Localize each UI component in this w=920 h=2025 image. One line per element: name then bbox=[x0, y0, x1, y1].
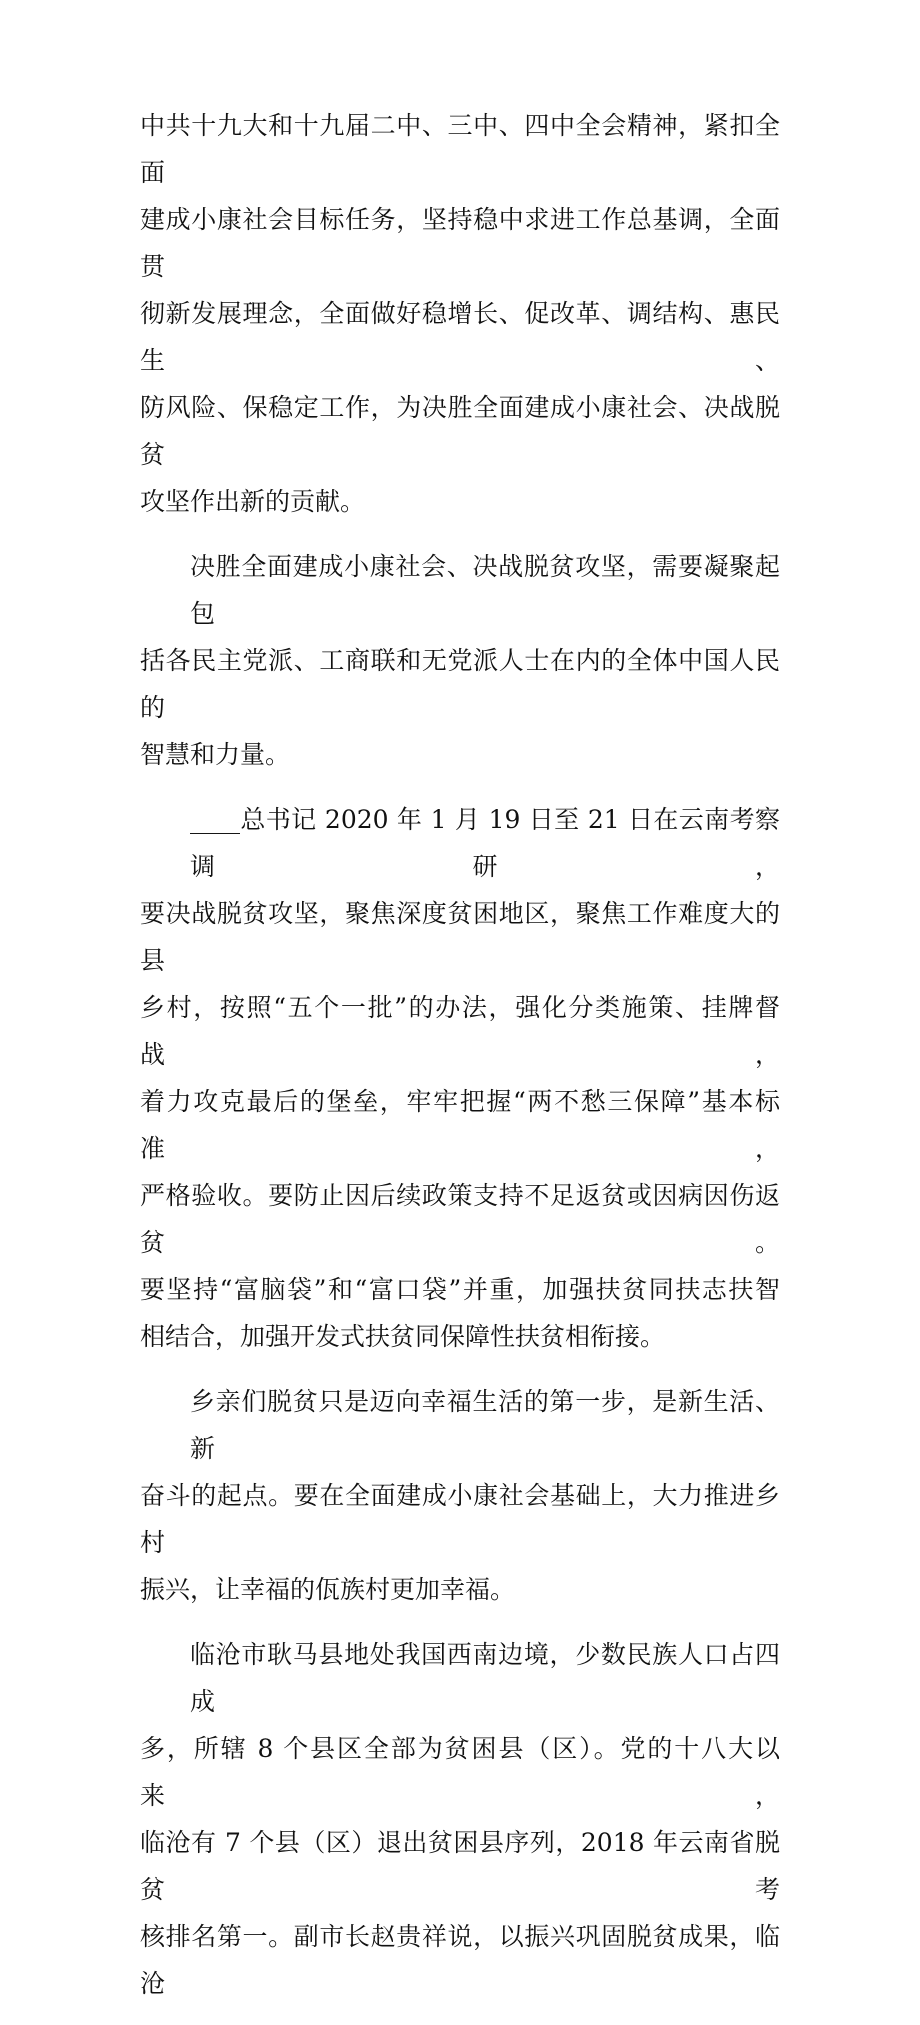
text-line: 严格验收。要防止因后续政策支持不足返贫或因病因伤返贫。 bbox=[140, 1181, 780, 1257]
text-line: 乡村，按照“五个一批”的办法，强化分类施策、挂牌督战， bbox=[140, 993, 780, 1069]
text-line: 建成小康社会目标任务，坚持稳中求进工作总基调，全面贯 bbox=[140, 205, 780, 281]
paragraph-2 bbox=[140, 543, 780, 778]
text-line: 要决战脱贫攻坚，聚焦深度贫困地区，聚焦工作难度大的县 bbox=[140, 899, 780, 975]
text-line: 智慧和力量。 bbox=[140, 740, 291, 769]
text-line: 要坚持“富脑袋”和“富口袋”并重，加强扶贫同扶志扶智 bbox=[140, 1275, 780, 1304]
text-line: 相结合，加强开发式扶贫同保障性扶贫相衔接。 bbox=[140, 1322, 666, 1351]
paragraph-4 bbox=[140, 1378, 780, 1613]
text-line: 核排名第一。副市长赵贵祥说，以振兴巩固脱贫成果，临沧 bbox=[140, 1922, 780, 1998]
text-line: 多，所辖 8 个县区全部为贫困县（区）。党的十八大以来， bbox=[140, 1734, 780, 1810]
text-line: 防风险、保稳定工作，为决胜全面建成小康社会、决战脱贫 bbox=[140, 393, 780, 469]
document-body bbox=[140, 102, 780, 2025]
text-line: 临沧有 7 个县（区）退出贫困县序列，2018 年云南省脱贫考 bbox=[140, 1828, 780, 1904]
text-line: 括各民主党派、工商联和无党派人士在内的全体中国人民的 bbox=[140, 646, 780, 722]
text-line: 决胜全面建成小康社会、决战脱贫攻坚，需要凝聚起包 bbox=[190, 552, 780, 628]
text-line: 彻新发展理念，全面做好稳增长、促改革、调结构、惠民生、 bbox=[140, 299, 780, 375]
text-line: 着力攻克最后的堡垒，牢牢把握“两不愁三保障”基本标准， bbox=[140, 1087, 780, 1163]
text-line: 乡亲们脱贫只是迈向幸福生活的第一步，是新生活、新 bbox=[190, 1387, 780, 1463]
text-line: 中共十九大和十九届二中、三中、四中全会精神，紧扣全面 bbox=[140, 111, 780, 187]
text-line: 奋斗的起点。要在全面建成小康社会基础上，大力推进乡村 bbox=[140, 1481, 780, 1557]
text-line: 攻坚作出新的贡献。 bbox=[140, 487, 366, 516]
paragraph-5 bbox=[140, 1631, 780, 2007]
paragraph-3 bbox=[140, 796, 780, 1360]
paragraph-1 bbox=[140, 102, 780, 525]
text-line: 临沧市耿马县地处我国西南边境，少数民族人口占四成 bbox=[190, 1640, 780, 1716]
text-line: 振兴，让幸福的佤族村更加幸福。 bbox=[140, 1575, 516, 1604]
text-line: ____总书记 2020 年 1 月 19 日至 21 日在云南考察调研， bbox=[190, 805, 780, 881]
